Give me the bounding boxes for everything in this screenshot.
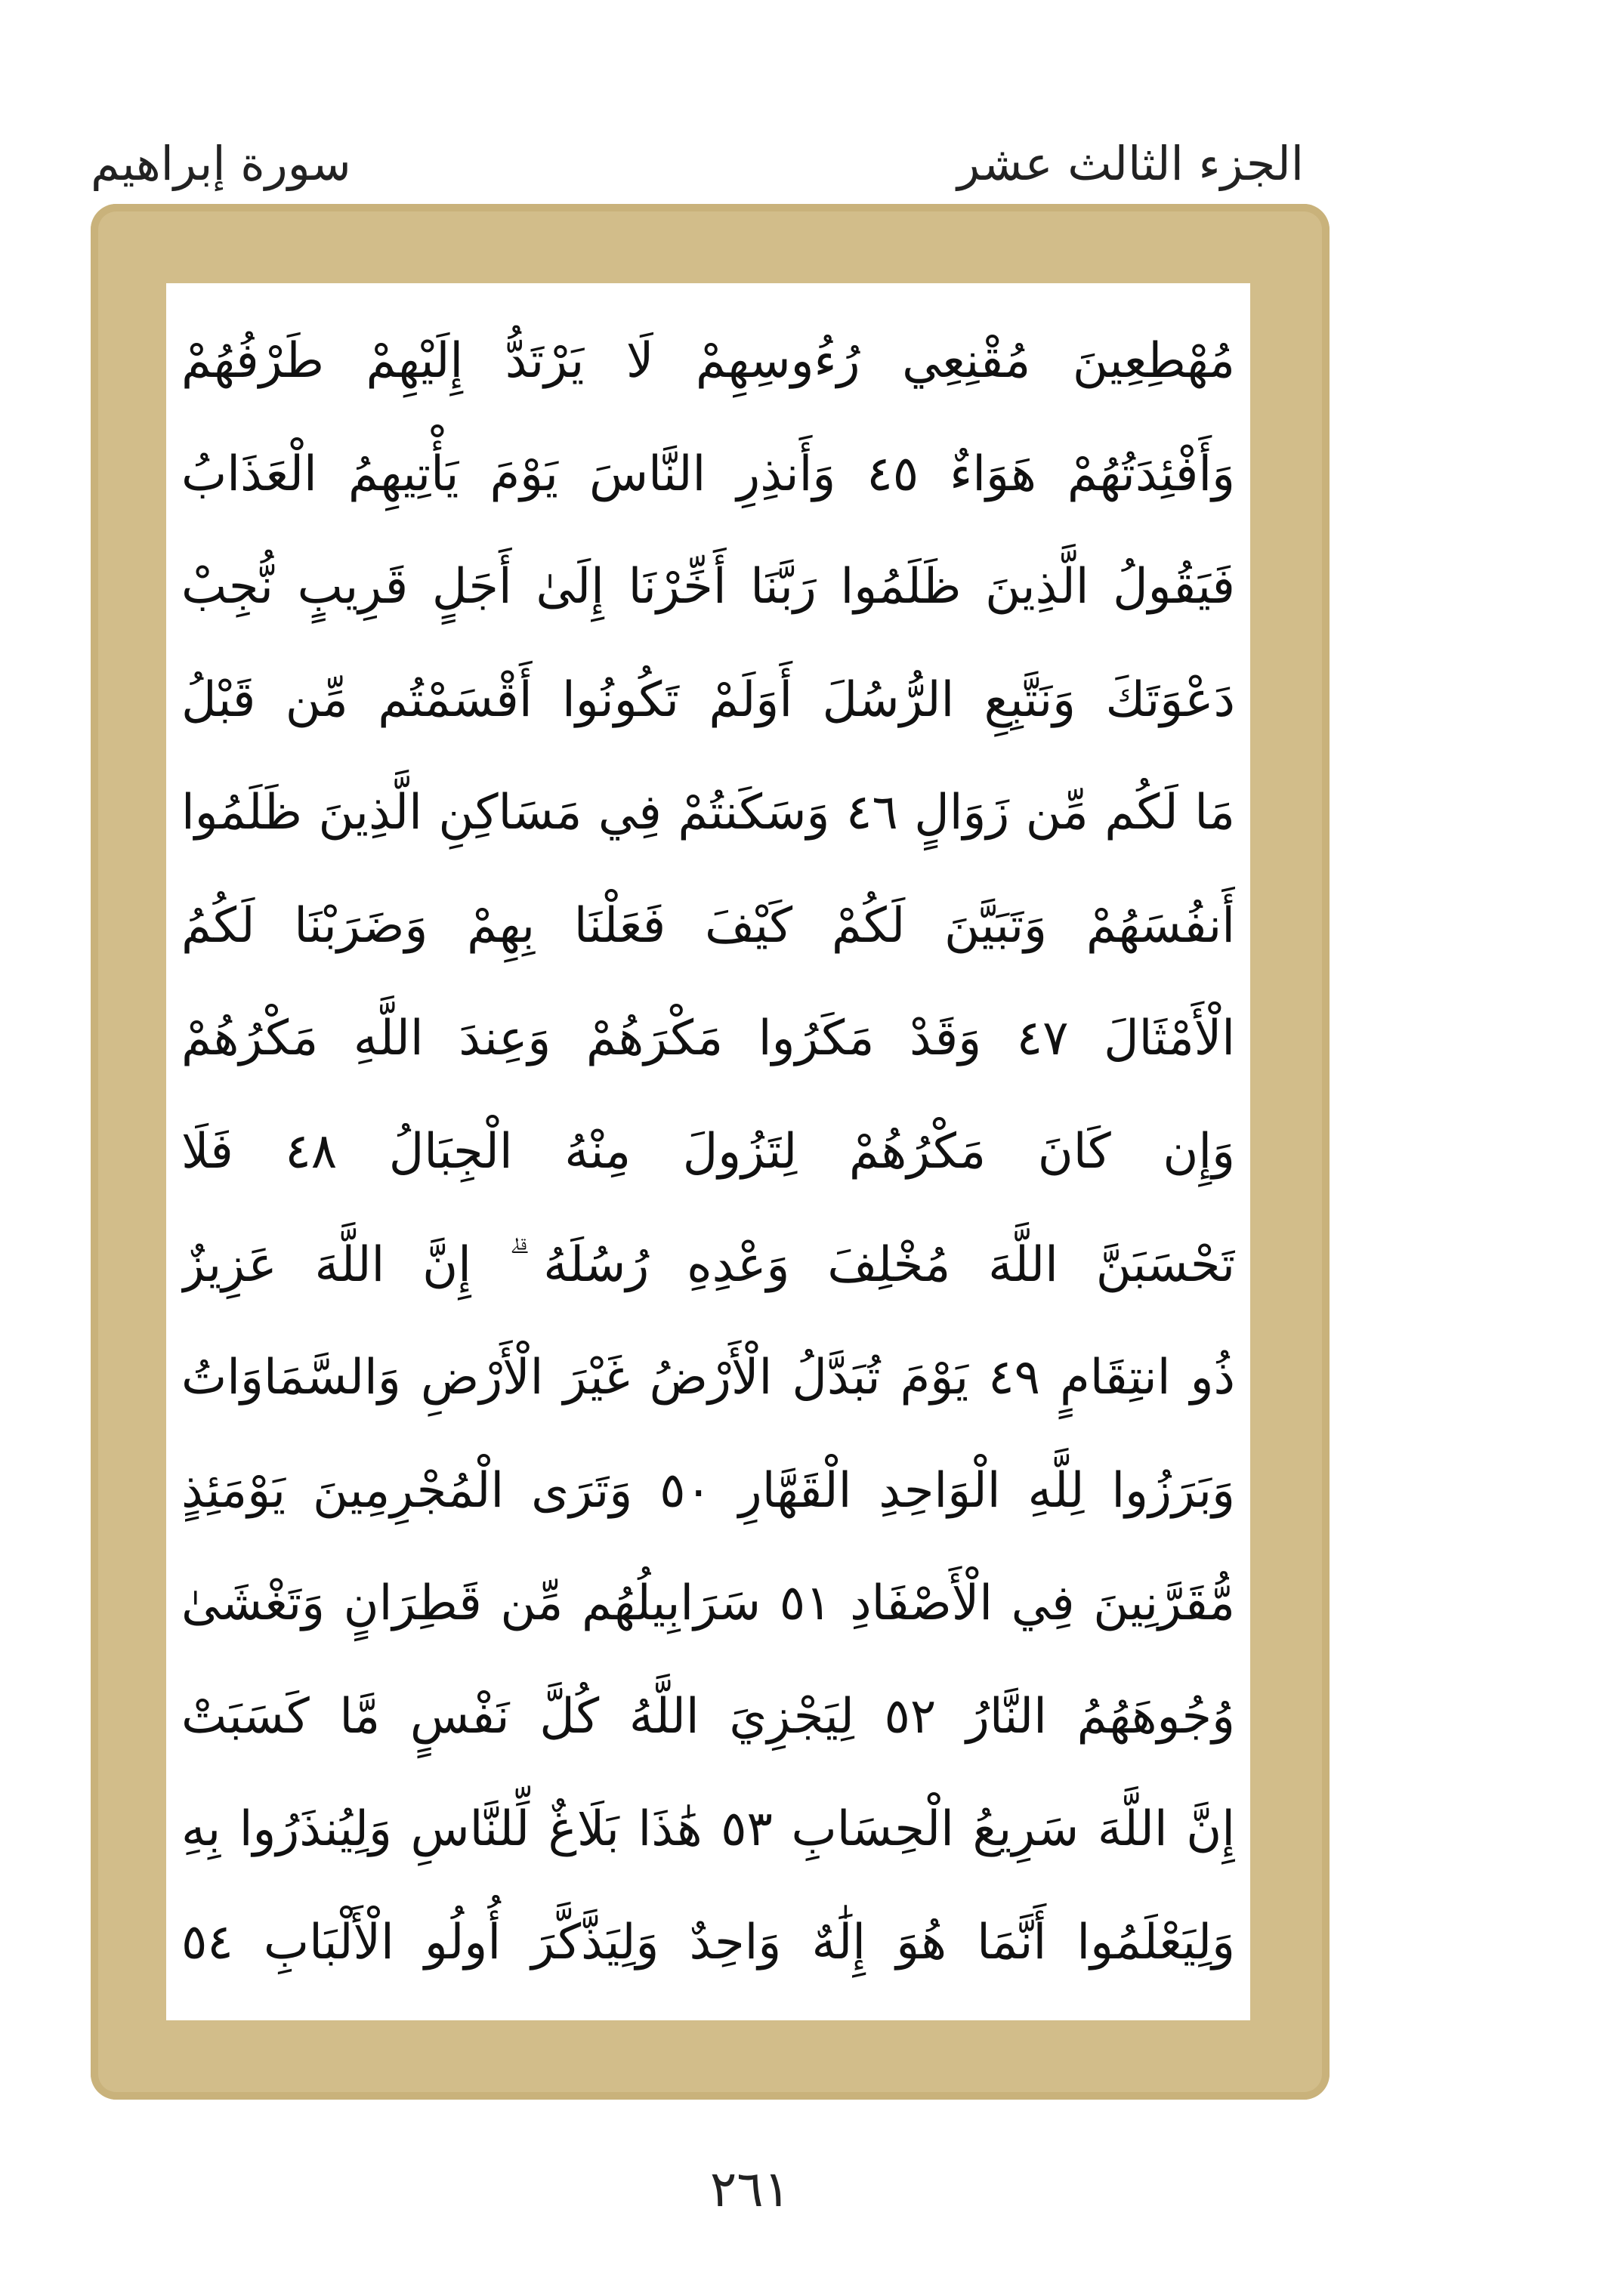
quran-text-block — [181, 295, 1235, 2009]
text-line-9: تَحْسَبَنَّ اللَّهَ مُخْلِفَ وَعْدِهِ رُسُلَهُ ۗ إِنَّ اللَّهَ عَزِيزٌ — [181, 1236, 1235, 1293]
text-line-3: فَيَقُولُ الَّذِينَ ظَلَمُوا رَبَّنَا أَخِّرْنَا إِلَىٰ أَجَلٍ قَرِيبٍ نُّجِبْ — [181, 559, 1235, 616]
text-line-11: وَبَرَزُوا لِلَّهِ الْوَاحِدِ الْقَهَّارِ ٥٠ وَتَرَى الْمُجْرِمِينَ يَوْمَئِذٍ — [181, 1462, 1235, 1519]
text-line-12: مُّقَرَّنِينَ فِي الْأَصْفَادِ ٥١ سَرَابِيلُهُم مِّن قَطِرَانٍ وَتَغْشَىٰ — [181, 1575, 1235, 1632]
text-line-14: إِنَّ اللَّهَ سَرِيعُ الْحِسَابِ ٥٣ هَٰذَا بَلَاغٌ لِّلنَّاسِ وَلِيُنذَرُوا بِهِ — [181, 1801, 1235, 1858]
text-line-4: دَعْوَتَكَ وَنَتَّبِعِ الرُّسُلَ أَوَلَمْ تَكُونُوا أَقْسَمْتُم مِّن قَبْلُ — [181, 671, 1235, 728]
page-number: ٢٦١ — [709, 2160, 791, 2218]
text-line-10: ذُو انتِقَامٍ ٤٩ يَوْمَ تُبَدَّلُ الْأَرْضُ غَيْرَ الْأَرْضِ وَالسَّمَاوَاتُ — [181, 1350, 1235, 1406]
text-line-6: أَنفُسَهُمْ وَتَبَيَّنَ لَكُمْ كَيْفَ فَعَلْنَا بِهِمْ وَضَرَبْنَا لَكُمُ — [181, 897, 1235, 954]
text-line-15: وَلِيَعْلَمُوا أَنَّمَا هُوَ إِلَٰهٌ وَاحِدٌ وَلِيَذَّكَّرَ أُولُو الْأَلْبَابِ ٥٤ — [181, 1914, 1235, 1970]
text-line-7: الْأَمْثَالَ ٤٧ وَقَدْ مَكَرُوا مَكْرَهُمْ وَعِندَ اللَّهِ مَكْرُهُمْ — [181, 1011, 1235, 1067]
juz-header: الجزء الثالث عشر — [957, 136, 1304, 191]
text-line-1: مُهْطِعِينَ مُقْنِعِي رُءُوسِهِمْ لَا يَرْتَدُّ إِلَيْهِمْ طَرْفُهُمْ — [181, 333, 1235, 389]
surah-header: سورة إبراهيم — [91, 136, 351, 191]
text-line-13: وُجُوهَهُمُ النَّارُ ٥٢ لِيَجْزِيَ اللَّهُ كُلَّ نَفْسٍ مَّا كَسَبَتْ — [181, 1688, 1235, 1745]
text-line-5: مَا لَكُم مِّن زَوَالٍ ٤٦ وَسَكَنتُمْ فِي مَسَاكِنِ الَّذِينَ ظَلَمُوا — [181, 785, 1235, 841]
text-line-2: وَأَفْئِدَتُهُمْ هَوَاءٌ ٤٥ وَأَنذِرِ النَّاسَ يَوْمَ يَأْتِيهِمُ الْعَذَابُ — [181, 446, 1235, 502]
text-line-8: وَإِن كَانَ مَكْرُهُمْ لِتَزُولَ مِنْهُ الْجِبَالُ ٤٨ فَلَا — [181, 1123, 1235, 1180]
